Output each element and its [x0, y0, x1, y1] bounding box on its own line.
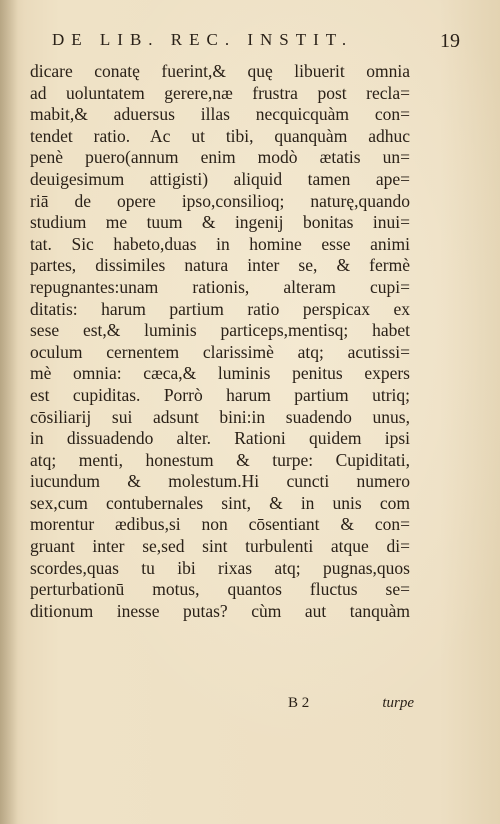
text-line: est cupiditas. Porrò harum partium utriq;: [30, 384, 410, 405]
text-line: mè omnia: cæca,& luminis penitus expers: [30, 363, 410, 384]
page-number: 19: [440, 30, 460, 52]
text-line: ad uoluntatem gerere,næ frustra post recla=: [30, 82, 410, 103]
text-line: mabit,& aduersus illas necquicquàm con=: [30, 104, 410, 125]
text-line: perturbationū motus, quantos fluctus se=: [30, 579, 410, 600]
text-line: oculum cernentem clarissimè atq; acutissi=: [30, 341, 410, 362]
text-line: repugnantes:unam rationis, alteram cupi=: [30, 276, 410, 297]
text-line: riā de opere ipso,consilioq; naturę,quando: [30, 190, 410, 211]
text-line: partes, dissimiles natura inter se, & fermè: [30, 255, 410, 276]
text-line: tat. Sic habeto,duas in homine esse animi: [30, 233, 410, 254]
catchword: turpe: [382, 695, 414, 711]
gutter-shadow: [0, 0, 18, 824]
text-line: dicare conatę fuerint,& quę libuerit omnia: [30, 61, 410, 81]
text-line: studium me tuum & ingenij bonitas inui=: [30, 212, 410, 233]
text-line: atq; menti, honestum & turpe: Cupiditati,: [30, 449, 410, 470]
text-line: scordes,quas tu ibi rixas atq; pugnas,quos: [30, 557, 410, 578]
text-line: deuigesimum attigisti) aliquid tamen ape=: [30, 168, 410, 189]
text-line: iucundum & molestum.Hi cuncti numero: [30, 471, 410, 492]
text-line: in dissuadendo alter. Rationi quidem ipsi: [30, 428, 410, 449]
text-line: ditionum inesse putas? cùm aut tanquàm: [30, 600, 410, 621]
signature-mark: B 2: [288, 695, 310, 711]
text-block: [30, 61, 410, 622]
text-line: cōsiliarij sui adsunt bini:in suadendo unus,: [30, 406, 410, 427]
text-line: sese est,& luminis particeps,mentisq; habet: [30, 320, 410, 341]
text-line: tendet ratio. Ac ut tibi, quanquàm adhuc: [30, 125, 410, 146]
page-footer: [30, 695, 414, 719]
running-head: [52, 30, 460, 58]
text-line: morentur ædibus,si non cōsentiant & con=: [30, 514, 410, 535]
text-line: penè puero(annum enim modò ætatis un=: [30, 147, 410, 168]
text-line: ditatis: harum partium ratio perspicax ex: [30, 298, 410, 319]
text-line: gruant inter se,sed sint turbulenti atque di=: [30, 536, 410, 557]
running-title: DE LIB. REC. INSTIT.: [52, 30, 354, 49]
text-line: sex,cum contubernales sint, & in unis com: [30, 492, 410, 513]
